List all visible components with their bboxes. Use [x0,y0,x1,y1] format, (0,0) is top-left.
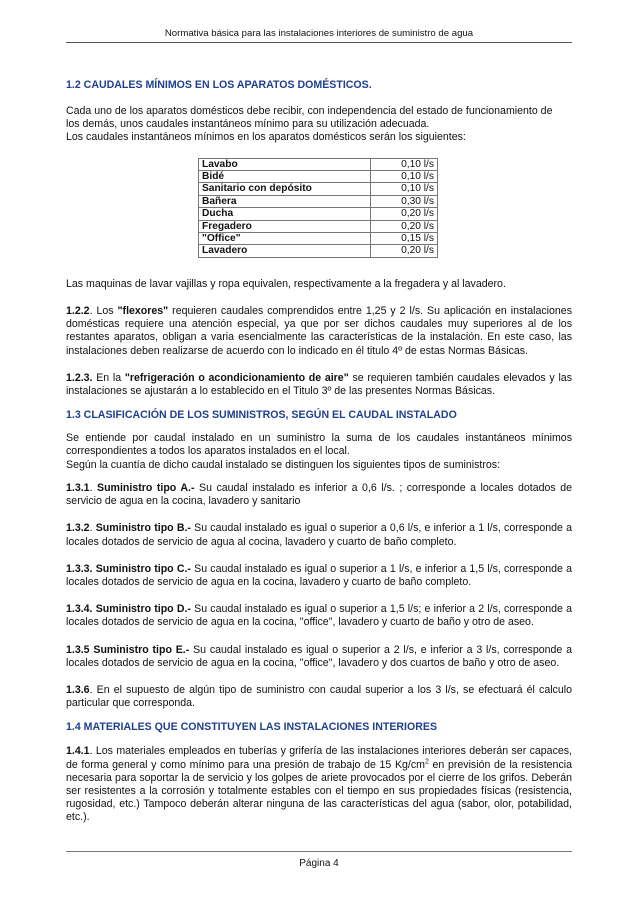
supply-type-label: Suministro tipo D.- [95,603,191,616]
fixture-name: Bañera [199,195,371,207]
clause-text: se requieren también caudales elevados y las instalaciones se ajustarán a lo establecido en el Titulo 3º de las presentes Normas Básicas. [66,371,572,398]
clause-text: Su caudal instalado es igual o superior a 0,6 l/s, e inferior a 1 l/s, corresponde a locales dotados de servicio de agua al cocina, lavadero y cuarto de baño completo. [66,522,573,548]
clause-number: 1.2.2 [66,305,90,318]
supply-type-label: Suministro tipo B.- [95,522,191,535]
paragraph-intro-1-3 [66,432,572,472]
clause-number: 1.3.1 [66,481,90,494]
paragraph-supply-type-c [66,563,572,589]
paragraph-supply-type-a [66,482,572,508]
fixture-flow: 0,10 l/s [371,171,438,183]
clause-text: en previsión de la resistencia necesaria para soportar la de servicio y los golpes de ariete provocados por el cierre de los grifos. Deberán ser resistentes a la corrosión y totalmente estables con el tiempo en sus propiedades físicas (resistencia, rugosidad, etc.) Tampoco deberán alterar ninguna de las características del agua (sabor, olor, potabilidad, etc.). [66,758,572,824]
fixture-flow: 0,10 l/s [371,158,438,170]
fixture-name: Bidé [199,171,371,183]
intro-line-2: los demás, unos caudales instantáneos mínimo para su utilización adecuada. [66,118,430,131]
paragraph-1-2-2 [66,305,572,358]
paragraph-1-4-1 [66,745,572,824]
section-title-1-4: 1.4 MATERIALES QUE CONSTITUYEN LAS INSTALACIONES INTERIORES [66,721,438,734]
intro-text: Se entiende por caudal instalado en un suministro la suma de los caudales instantáneos mínimos correspondientes a todos los aparatos instalados en el local. [66,432,572,458]
fixture-name: "Office" [199,233,371,245]
clause-text: requieren caudales comprendidos entre 1,25 y 2 l/s. Su aplicación en instalaciones domésticas requiere una atención especial, ya que por ser dichos caudales muy superiores al de los restantes aparatos, obligan a varia esencialmente las características de la instalación. En este caso, las instalaciones deben realizarse de acuerdo con lo indicado en él titulo 4º de estas Normas Básicas. [66,305,572,357]
clause-text: Su caudal instalado es inferior a 0,6 l/s. ; corresponde a locales dotados de servicio de agua en la cocina, lavadero y sanitario [66,481,573,508]
clause-number: 1.3.3. [66,562,93,575]
fixture-name: Sanitario con depósito [199,183,371,195]
supply-type-label: Suministro tipo E.- [93,643,190,656]
fixture-name: Lavabo [199,158,371,170]
fixture-name: Ducha [199,208,371,220]
clause-number: 1.3.5 [66,643,90,656]
fixture-name: Fregadero [199,220,371,232]
clause-text: . Los materiales empleados en tuberías y grifería de las instalaciones interiores deberán ser capaces, de forma general y como mínimo para una presión de trabajo de 15 Kg/cm [66,745,572,771]
table-row [199,171,438,183]
clause-text: En la [92,371,125,384]
fixture-flow: 0,20 l/s [371,208,438,220]
fixture-flow: 0,20 l/s [371,245,438,257]
paragraph-supply-type-e [66,644,572,670]
clause-number: 1.3.4. [66,603,93,616]
section-title-1-3: 1.3 CLASIFICACIÓN DE LOS SUMINISTROS, SEGÚN EL CAUDAL INSTALADO [66,409,457,422]
table-row [199,245,438,257]
page-number: Página 4 [299,858,339,869]
clause-number: 1.3.2 [66,522,90,535]
fixture-name: Lavadero [199,245,371,257]
clause-emphasis: "refrigeración o acondicionamiento de aire" [124,371,349,384]
clause-text: . En el supuesto de algún tipo de suministro con caudal superior a los 3 l/s, se efectuará él calculo particular que corresponda. [66,683,572,710]
clause-number: 1.3.6 [66,683,90,696]
page-content [66,79,572,825]
running-header: Normativa básica para las instalaciones interiores de suministro de agua [164,28,474,39]
paragraph-after-table: Las maquinas de lavar vajillas y ropa equivalen, respectivamente a la fregadera y al lavadero. [66,277,506,290]
minimum-flow-table [198,158,438,258]
section-title-1-2: 1.2 CAUDALES MÍNIMOS EN LOS APARATOS DOMÉSTICOS. [66,79,372,91]
supply-type-label: Suministro tipo A.- [97,481,195,494]
intro-line-1: Cada uno de los aparatos domésticos debe recibir, con independencia del estado de funcionamiento de [66,105,553,117]
clause-text: Su caudal instalado es igual o superior a 2 l/s, e inferior a 3 l/s, corresponde a locales dotados de servicio de agua en la cocina, "office", lavadero y dos cuartos de baño y otro de aseo. [66,643,572,669]
clause-separator: . [89,522,96,535]
table-row [199,233,438,245]
paragraph-1-3-6 [66,684,572,710]
table-row [199,208,438,220]
table-row [199,158,438,170]
paragraph-supply-type-b [66,522,572,548]
intro-line-3: Los caudales instantáneos mínimos en los aparatos domésticos serán los siguientes: [66,131,466,144]
fixture-flow: 0,20 l/s [371,220,438,232]
clause-emphasis: "flexores" [117,305,169,318]
clause-number: 1.2.3. [66,371,93,384]
fixture-flow: 0,15 l/s [371,233,438,245]
clause-number: 1.4.1 [66,745,90,758]
table-row [199,183,438,195]
supply-type-label: Suministro tipo C.- [95,562,191,575]
clause-text: Su caudal instalado es igual o superior a 1,5 l/s; e inferior a 2 l/s, corresponde a locales dotados de servicio de agua en la cocina, "office", lavadero y cuarto de baño y otro de aseo. [66,603,573,629]
table-row [199,220,438,232]
clause-text: . Los [89,305,118,318]
clause-separator: . [89,481,98,494]
paragraph-supply-type-d [66,603,572,629]
footer-divider [66,851,572,852]
header-divider [66,42,572,43]
table-row [199,195,438,207]
paragraph-intro-1-2 [66,105,572,145]
fixture-flow: 0,10 l/s [371,183,438,195]
clause-text: Su caudal instalado es igual o superior a 1 l/s, e inferior a 1,5 l/s, corresponde a locales dotados de servicio de agua en la cocina, lavadero y cuarto de baño completo. [66,562,573,588]
paragraph-1-2-3 [66,372,572,398]
fixture-flow: 0,30 l/s [371,195,438,207]
superscript: 2 [424,758,429,765]
intro-text: Según la cuantía de dicho caudal instalado se distinguen los siguientes tipos de suministros: [66,458,501,471]
